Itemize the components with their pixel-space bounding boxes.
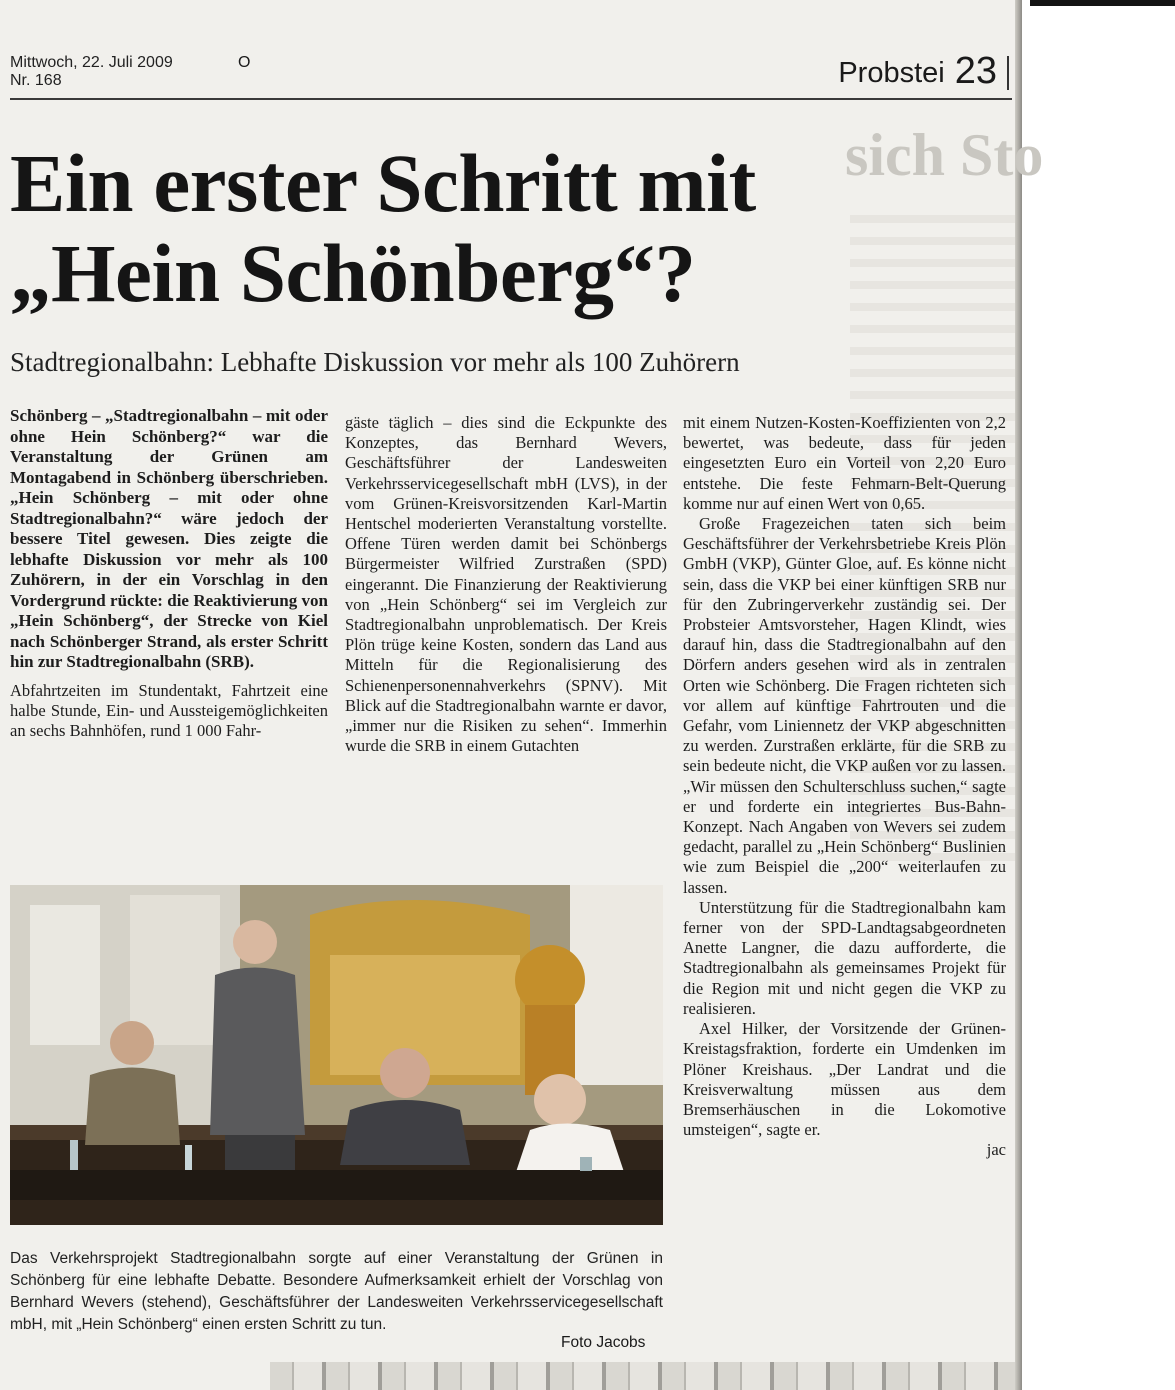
issue-number: Nr. 168 [10, 72, 62, 89]
column-3-paragraph-3: Unterstützung für die Stadtregionalbahn kam ferner von der SPD-Landtagsabgeordneten Anette Langner, die dazu aufforderte, die Stadtregionalbahn als gemeinsames Projekt für die Region mit und nicht gegen die VKP zu realisieren. [683, 897, 1006, 1018]
next-page-strip [270, 1362, 1015, 1390]
page-number-bar [1007, 56, 1009, 90]
article-column-1 [10, 406, 328, 741]
headline-line-1: Ein erster Schritt mit [10, 137, 756, 229]
section-name: Probstei [838, 57, 945, 89]
edition-marker: O [238, 54, 251, 71]
article-headline [10, 138, 830, 318]
article-column-2 [345, 413, 667, 756]
photo-illustration [10, 885, 663, 1225]
column-2-body: gäste täglich – dies sind die Eckpunkte des Konzeptes, das Bernhard Wevers, Geschäftsführer der Landesweiten Verkehrsservicegesellschaft mbH (LVS), in der vom Grünen-Kreisvorsitzenden Karl-Martin Hentschel moderierten Veranstaltung vorstellte. Offene Türen werden damit bei Schönbergs Bürgermeister Wilfried Zurstraßen (SPD) eingerannt. Die Finanzierung der Reaktivierung von „Hein Schönberg“ sei im Vergleich zur Stadtregionalbahn unproblematisch. Der Kreis Plön trüge keine Kosten, sondern das Land aus Mitteln für die Regionalisierung des Schienenpersonennahverkehrs (SPNV). Mit Blick auf die Stadtregionalbahn warnte er davor, „immer nur die Risiken zu sehen“. Immerhin wurde die SRB in einem Gutachten [345, 413, 667, 756]
photo-credit: Foto Jacobs [561, 1334, 646, 1351]
page-edge-shadow [1015, 0, 1022, 1390]
headline-line-2: „Hein Schönberg“? [10, 227, 696, 319]
issue-date: Mittwoch, 22. Juli 2009 [10, 54, 173, 71]
article-photo [10, 885, 663, 1225]
page-number: 23 [954, 50, 997, 92]
photo-caption: Das Verkehrsprojekt Stadtregionalbahn sorgte auf einer Veranstaltung der Grünen in Schönberg für eine lebhafte Debatte. Besondere Aufmerksamkeit erhielt der Vorschlag von Bernhard Wevers (stehend), Geschäftsführer der Landesweiten Verkehrsservicegesellschaft mbH, mit „Hein Schönberg“ einen ersten Schritt zu tun. [10, 1250, 663, 1333]
column-3-paragraph-4: Axel Hilker, der Vorsitzende der Grünen-Kreistagsfraktion, forderte ein Umdenken im Plöner Kreishaus. „Der Landrat und die Kreisverwaltung müssen aus dem Bremserhäuschen in die Lokomotive umsteigen“, sagte er. [683, 1019, 1006, 1140]
article-column-3 [683, 413, 1006, 1161]
scan-border-mark [1030, 0, 1175, 6]
column-3-paragraph-2: Große Fragezeichen taten sich beim Geschäftsführer der Verkehrsbetriebe Kreis Plön GmbH (VKP), Günter Gloe, auf. Es könne nicht sein, dass die VKP bei einer künftigen SRB nur für den Zubringerverkehr zuständig sei. Der Probsteier Amtsvorsteher, Hagen Klindt, wies darauf hin, dass die Stadtregionalbahn auf den Dörfern anders gesehen wird als in zentralen Orten wie Schönberg. Die Fragen richteten sich vor allem auf künftige Fahrtrouten und die Gefahr, vom Liniennetz der VKP abgeschnitten zu werden. Zurstraßen erklärte, für die SRB zu sein bedeute nicht, die VKP außen vor zu lassen. „Wir müssen den Schulterschluss suchen,“ sagte er und forderte ein integriertes Bus-Bahn-Konzept. Nach Angaben von Wevers sei zudem gedacht, parallel zu „Hein Schönberg“ Buslinien wie zum Beispiel die „200“ weiterlaufen zu lassen. [683, 514, 1006, 897]
article-lead: Schönberg – „Stadtregionalbahn – mit oder ohne Hein Schönberg?“ war die Veranstaltung der Grünen am Montagabend in Schönberg überschrieben. „Hein Schönberg – mit oder ohne Stadtregionalbahn?“ wäre jedoch der bessere Titel gewesen. Dies zeigte die lebhafte Diskussion vor mehr als 100 Zuhörern, in der ein Vorschlag in den Vordergrund rückte: die Reaktivierung von „Hein Schönberg“, der Strecke von Kiel nach Schönberger Strand, als erster Schritt hin zur Stadtregionalbahn (SRB). [10, 406, 328, 671]
article-subheadline: Stadtregionalbahn: Lebhafte Diskussion vor mehr als 100 Zuhörern [10, 347, 740, 377]
masthead-left [10, 54, 173, 90]
masthead-rule [10, 98, 1012, 100]
column-3-paragraph-1: mit einem Nutzen-Kosten-Koeffizienten von 2,2 bewertet, was bedeute, dass für jeden eingesetzten Euro ein Vorteil von 2,20 Euro entstehe. Die feste Fehmarn-Belt-Querung komme nur auf einen Wert von 0,65. [683, 413, 1006, 513]
column-1-body: Abfahrtzeiten im Stundentakt, Fahrtzeit eine halbe Stunde, Ein- und Aussteigemöglichkeiten an sechs Bahnhöfen, rund 1 000 Fahr- [10, 680, 328, 740]
masthead-right [838, 52, 1009, 90]
author-initials: jac [986, 1140, 1006, 1160]
bleedthrough-headline: sich Sto [845, 122, 1044, 188]
